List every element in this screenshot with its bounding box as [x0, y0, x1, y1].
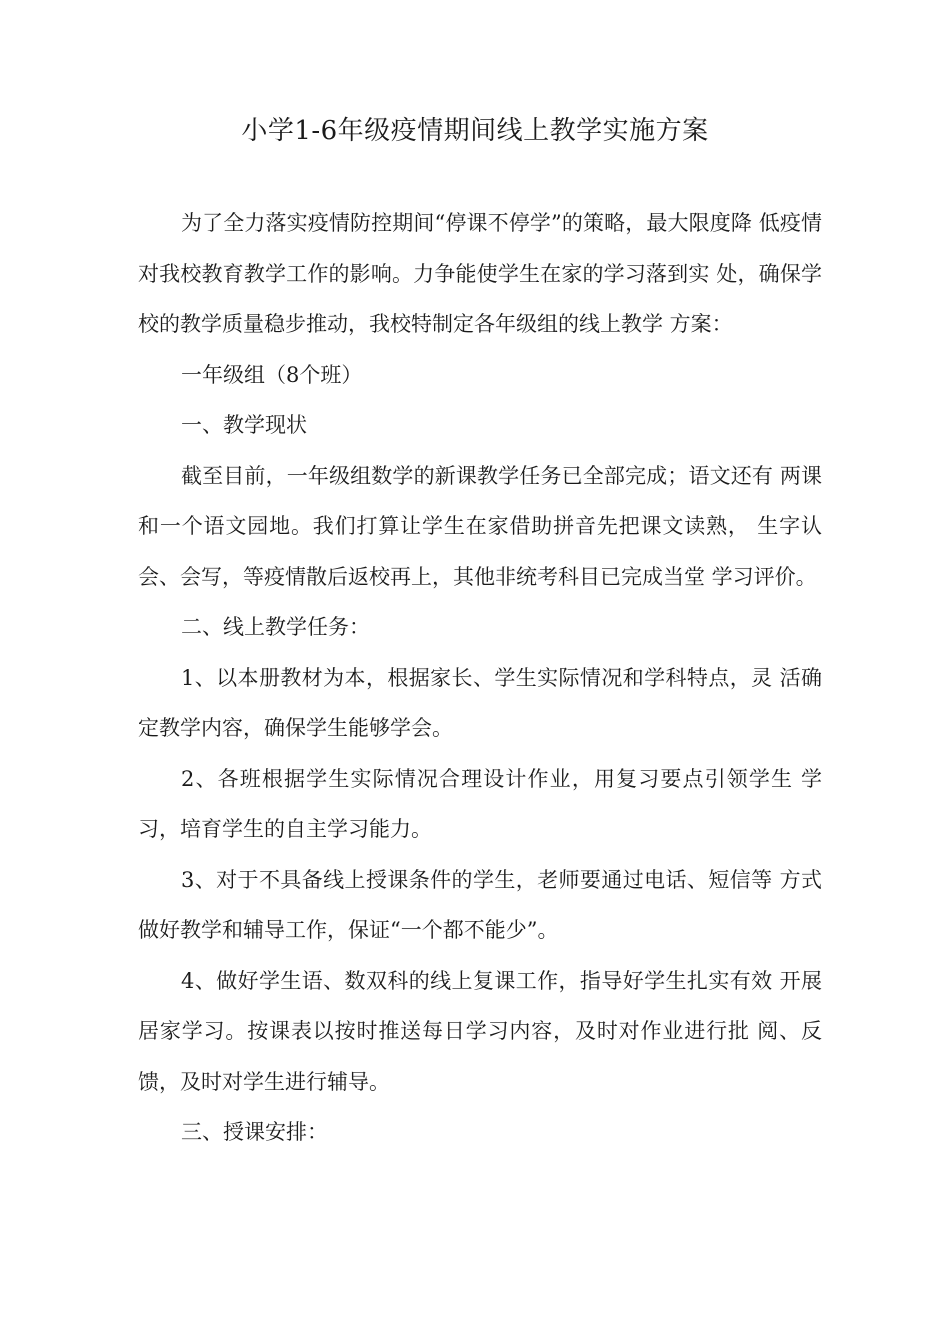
grade-heading: 一年级组（8个班）: [181, 362, 363, 387]
section-heading-schedule: 三、授课安排：: [181, 1120, 328, 1144]
task-item-1: 1、以本册教材为本，根据家长、学生实际情况和学科特点，灵 活确定教学内容，确保学生能够学会。: [138, 665, 822, 740]
status-paragraph: 截至目前，一年级组数学的新课教学任务已全部完成；语文还有 两课和一个语文园地。我们打算让学生在家借助拼音先把课文读熟， 生字认会、会写，等疫情散后返校再上，其他非统考科目已完成当堂 学习评价。: [138, 463, 822, 589]
document-body: [138, 198, 822, 1158]
intro-paragraph: 为了全力落实疫情防控期间“停课不停学”的策略，最大限度降 低疫情对我校教育教学工作的影响。力争能使学生在家的学习落到实 处，确保学校的教学质量稳步推动，我校特制定各年级组的线上教学 方案：: [138, 211, 822, 336]
section-heading-status: 一、教学现状: [181, 413, 307, 437]
section-heading-tasks: 二、线上教学任务：: [181, 615, 370, 639]
document-title: 小学1-6年级疫情期间线上教学实施方案: [241, 116, 709, 146]
task-item-4: 4、做好学生语、数双科的线上复课工作，指导好学生扎实有效 开展居家学习。按课表以按时推送每日学习内容，及时对作业进行批 阅、反馈，及时对学生进行辅导。: [138, 968, 822, 1094]
task-item-2: 2、各班根据学生实际情况合理设计作业，用复习要点引领学生 学习，培育学生的自主学习能力。: [138, 766, 822, 841]
task-item-3: 3、对于不具备线上授课条件的学生，老师要通过电话、短信等 方式做好教学和辅导工作，保证“一个都不能少”。: [138, 867, 822, 942]
